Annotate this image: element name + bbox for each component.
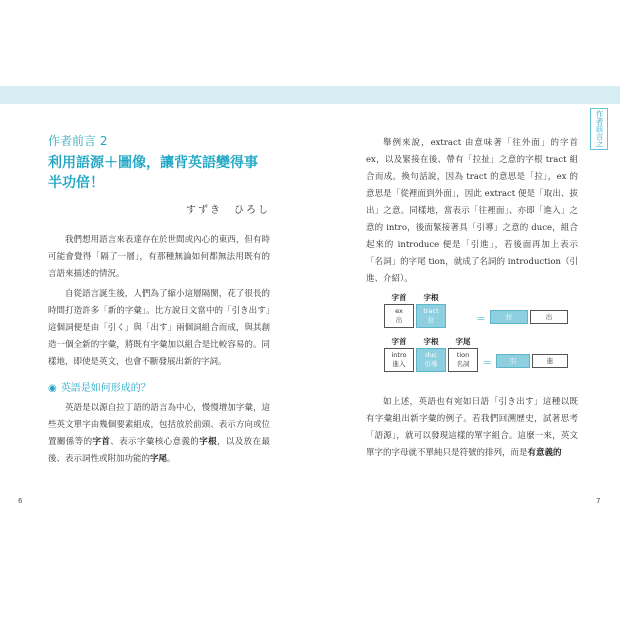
bullet-icon: ◉ [48, 383, 57, 394]
author: すずき ひろし [185, 205, 270, 216]
left-page [48, 132, 270, 471]
equals-sign: ＝ [482, 358, 492, 369]
section-heading [48, 379, 270, 394]
result-box: 拉 [490, 310, 528, 324]
header-root: 字根 [423, 293, 439, 302]
paragraph: 我們想用語言來表達存在於世間或內心的東西，但有時可能會覺得「隔了一層」，有那種無論如何都無法用既有的言語來描述的情況。 [48, 235, 270, 279]
suffix-box: tion 名詞 [448, 348, 478, 372]
emphasis: 有意義的 [527, 448, 562, 458]
emphasis: 字根 [199, 437, 217, 447]
header-prefix: 字首 [391, 337, 407, 346]
prefix-box: ex 出 [384, 304, 414, 328]
right-page-lower [366, 394, 578, 465]
prefix-box: intro 進入 [384, 348, 414, 372]
paragraph [48, 400, 270, 468]
title-line-2: 半功倍！ [48, 175, 104, 191]
result-box: 引 [496, 354, 530, 368]
root-box: tract 拉 [416, 304, 446, 328]
header-prefix: 字首 [391, 293, 407, 302]
equals-sign: ＝ [476, 314, 486, 325]
paragraph: 舉例來說，extract 由意味著「往外面」的字首 ex，以及緊接在後、帶有「拉扯」之意的字根 tract 組合而成。換句話說，因為 tract 的意思是「拉」，ex 的意思是「從裡面到外面」，因此 extract 便是「取出、拔出」之意。同樣地，當表示「往裡面」、亦即「進入」之意的 intro，後面緊接著具「引導」之意的 duce，組合起來的 introduce 便是「引進」，若後面再加上表示「名詞」的字尾 tion，就成了名詞的 introduction（引進、介紹）。 [366, 138, 578, 284]
kicker: 作者前言 2 [48, 134, 108, 148]
title-line-1: 利用語源＋圖像，讓背英語變得事 [48, 155, 258, 171]
emphasis: 字首 [92, 437, 111, 447]
word-formation-diagram [382, 290, 582, 380]
paragraph [366, 394, 578, 462]
root-box: duc 引導 [416, 348, 446, 372]
result-box: 進 [532, 354, 568, 368]
text: 英語是以源自拉丁語的語言為中心，慢慢增加字彙，這些英文單字由幾個要素組成，包括放於前頭、表示方向或位置關係等的 [48, 403, 270, 447]
emphasis: 字尾 [150, 454, 168, 464]
section-title: 英語是如何形成的？ [60, 383, 151, 394]
page-number-left: 6 [18, 497, 23, 505]
chapter-tab: 作者前言之 [590, 108, 608, 150]
text: 如上述，英語也有宛如日語「引き出す」這種以既有字彙組出新字彙的例子。若我們回溯歷史，試著思考「語源」，就可以發現這樣的單字組合。這麼一來，英文單字的字母就不單純只是符號的排列，而是 [366, 397, 578, 458]
page-number-right: 7 [596, 497, 601, 505]
paragraph: 自從語言誕生後，人們為了縮小這層隔閡，花了很長的時間打造許多「新的字彙」。比方說日文當中的「引き出す」這個詞便是由「引く」與「出す」兩個詞組合而成，與其創造一個全新的字彙，將既有字彙加以組合是比較容易的。同樣地，即使是英文，也會不斷發展出新的字詞。 [48, 289, 270, 367]
header-suffix: 字尾 [455, 337, 471, 346]
result-box: 出 [530, 310, 568, 324]
header-root: 字根 [423, 337, 439, 346]
header-band [0, 86, 620, 104]
page-title [48, 153, 270, 193]
text: 。 [167, 454, 176, 464]
text: ，以及放在最後、表示詞性或附加功能的 [48, 437, 270, 464]
text: 、表示字彙核心意義的 [110, 437, 200, 447]
right-page [366, 135, 578, 291]
